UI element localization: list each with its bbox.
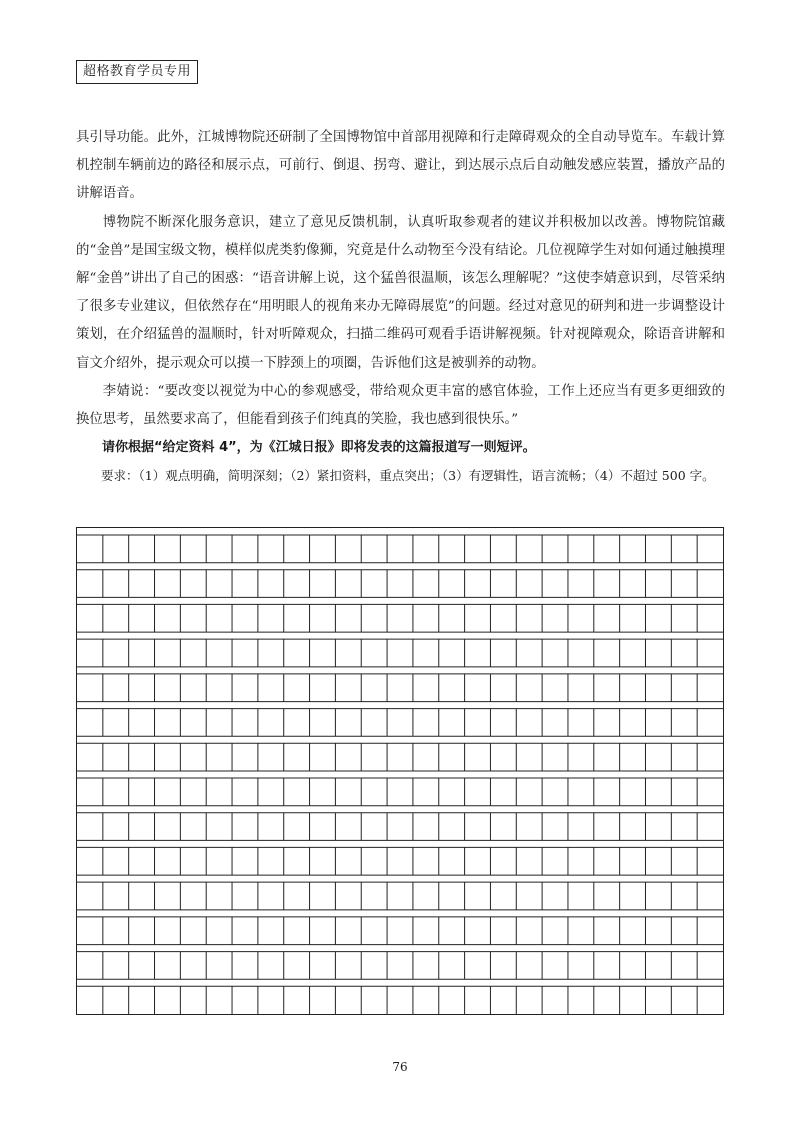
paragraph-1: 具引导功能。此外，江城博物院还研制了全国博物馆中首部用视障和行走障碍观众的全自动导览车。车载计算机控制车辆前边的路径和展示点，可前行、倒退、拐弯、避让，到达展示点后自动触发感应装置，播放产品的讲解语音。 — [76, 130, 725, 202]
task-instruction: 请你根据“给定资料 4”，为《江城日报》即将发表的这篇报道写一则短评。 — [102, 440, 536, 456]
document-body — [76, 124, 725, 491]
answer-grid[interactable] — [76, 527, 724, 1015]
task-requirements: 要求：（1）观点明确，简明深刻；（2）紧扣资料，重点突出；（3）有逻辑性，语言流畅；（4）不超过 500 字。 — [101, 468, 715, 484]
answer-grid-lines — [77, 528, 723, 1014]
page-number: 76 — [392, 1060, 408, 1074]
paragraph-3: 李婧说：“要改变以视觉为中心的参观感受，带给观众更丰富的感官体验，工作上还应当有更多更细致的换位思考，虽然要求高了，但能看到孩子们纯真的笑脸，我也感到很快乐。” — [76, 383, 725, 428]
paragraph-2: 博物院不断深化服务意识，建立了意见反馈机制，认真听取参观者的建议并积极加以改善。博物院馆藏的“金兽”是国宝级文物，模样似虎类豹像狮，究竟是什么动物至今没有结论。几位视障学生对如何通过触摸理解“金兽”讲出了自己的困惑：“语音讲解上说，这个猛兽很温顺，该怎么理解呢？”这使李婧意识到，尽管采纳了很多专业建议，但依然存在“用明眼人的视角来办无障碍展览”的问题。经过对意见的研判和进一步调整设计策划，在介绍猛兽的温顺时，针对听障观众，扫描二维码可观看手语讲解视频。针对视障观众，除语音讲解和盲文介绍外，提示观众可以摸一下脖颈上的项圈，告诉他们这是被驯养的动物。 — [76, 214, 725, 371]
header-label: 超格教育学员专用 — [76, 60, 198, 84]
